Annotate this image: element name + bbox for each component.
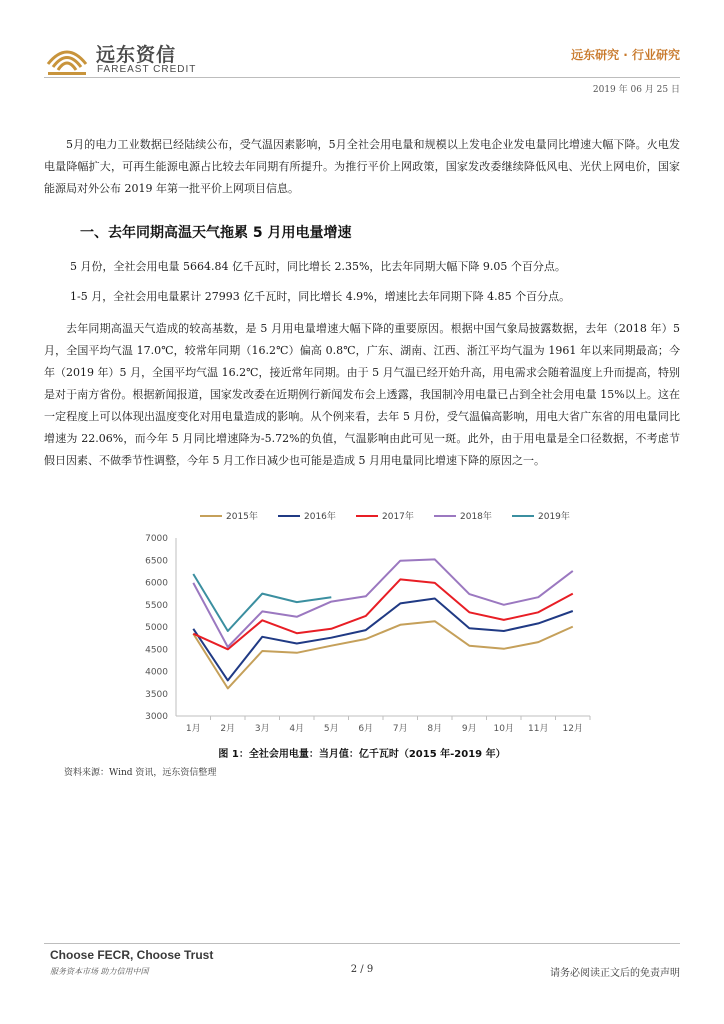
x-tick-label: 7月 <box>392 724 408 734</box>
x-tick-label: 9月 <box>461 724 477 734</box>
legend-label: 2019年 <box>538 512 570 522</box>
footer-divider <box>44 943 680 944</box>
y-tick-label: 7000 <box>145 534 168 544</box>
legend-label: 2018年 <box>460 512 492 522</box>
line-chart-svg <box>120 502 600 742</box>
footer-subslogan: 服务资本市场 助力信用中国 <box>50 967 149 976</box>
page-header <box>0 0 724 100</box>
legend-label: 2017年 <box>382 512 414 522</box>
x-tick-label: 3月 <box>254 724 270 734</box>
footer-slogan: Choose FECR, Choose Trust <box>50 948 214 962</box>
company-logo <box>44 38 214 78</box>
series-line-2017年 <box>193 579 573 649</box>
series-line-2018年 <box>193 559 573 647</box>
paragraph-ytd-consumption: 1-5 月，全社会用电量累计 27993 亿千瓦时，同比增长 4.9%，增速比去年同期下降 4.85 个百分点。 <box>70 290 571 303</box>
series-line-2016年 <box>193 599 573 681</box>
section-heading: 一、去年同期高温天气拖累 5 月用电量增速 <box>80 225 352 241</box>
y-tick-label: 6500 <box>145 556 168 567</box>
chart-caption: 图 1：全社会用电量：当月值：亿千瓦时（2015 年-2019 年） <box>218 749 506 760</box>
data-source: 资料来源：Wind 资讯，远东资信整理 <box>64 768 217 778</box>
x-tick-label: 10月 <box>493 724 514 734</box>
x-tick-label: 6月 <box>358 724 374 734</box>
y-tick-label: 5000 <box>145 623 168 633</box>
y-tick-label: 3000 <box>145 712 168 722</box>
y-tick-label: 4000 <box>145 667 168 678</box>
x-tick-label: 5月 <box>323 724 339 734</box>
logo-mark-icon <box>44 38 90 78</box>
x-tick-label: 4月 <box>289 724 305 734</box>
electricity-consumption-chart <box>120 502 600 742</box>
legend-label: 2016年 <box>304 512 336 522</box>
section-tag: 远东研究 · 行业研究 <box>571 48 680 62</box>
paragraph-may-consumption: 5 月份，全社会用电量 5664.84 亿千瓦时，同比增长 2.35%，比去年同期大幅下降 9.05 个百分点。 <box>70 260 566 273</box>
logo-english-name: FAREAST CREDIT <box>97 64 197 75</box>
page-number: 2 / 9 <box>350 964 374 975</box>
x-tick-label: 8月 <box>427 724 443 734</box>
logo-chinese-name: 远东资信 <box>96 44 177 66</box>
intro-paragraph: 5月的电力工业数据已经陆续公布，受气温因素影响，5月全社会用电量和规模以上发电企业发电量同比增速大幅下降。火电发电量降幅扩大，可再生能源电源占比较去年同期有所提升。为推行平价上网政策，国家发改委继续降低风电、光伏上网电价，国家能源局对外公布 2019 年第一批平价上网项目信息。 <box>44 138 680 195</box>
x-tick-label: 12月 <box>562 724 583 734</box>
paragraph-temperature-analysis: 去年同期高温天气造成的较高基数，是 5 月用电量增速大幅下降的重要原因。根据中国气象局披露数据，去年（2018 年）5 月，全国平均气温 17.0℃，较常年同期（16.2℃）偏高 0.8℃，广东、湖南、江西、浙江平均气温为 1961 年以来同期最高；今年（2019 年）5 月，全国平均气温 16.2℃，接近常年同期。由于 5 月气温已经开始升高，用电需求会随着温度上升而提高，特别是对于南方省份。根据新闻报道，国家发改委在近期例行新闻发布会上透露，我国制冷用电量已占到全社会用电量 15%以上。这在一定程度上可以体现出温度变化对用电量造成的影响。从个例来看，去年 5 月份，受气温偏高影响，用电大省广东省的用电量同比增速为 22.06%，而今年 5 月同比增速降为-5.72%的负值，气温影响由此可见一斑。此外，由于用电量是全口径数据，不考虑节假日因素、不做季节性调整，今年 5 月工作日减少也可能是造成 5 月用电量同比增速下降的原因之一。 <box>44 322 680 467</box>
report-date: 2019 年 06 月 25 日 <box>592 85 680 95</box>
x-tick-label: 2月 <box>220 724 236 734</box>
y-tick-label: 3500 <box>145 689 168 700</box>
legend-label: 2015年 <box>226 512 258 522</box>
y-tick-label: 4500 <box>145 645 168 656</box>
x-tick-label: 11月 <box>528 724 549 734</box>
header-divider <box>44 77 680 78</box>
y-tick-label: 5500 <box>145 600 168 611</box>
y-tick-label: 6000 <box>145 578 168 589</box>
x-tick-label: 1月 <box>185 724 201 734</box>
disclaimer-link[interactable]: 请务必阅读正文后的免责声明 <box>550 968 680 979</box>
